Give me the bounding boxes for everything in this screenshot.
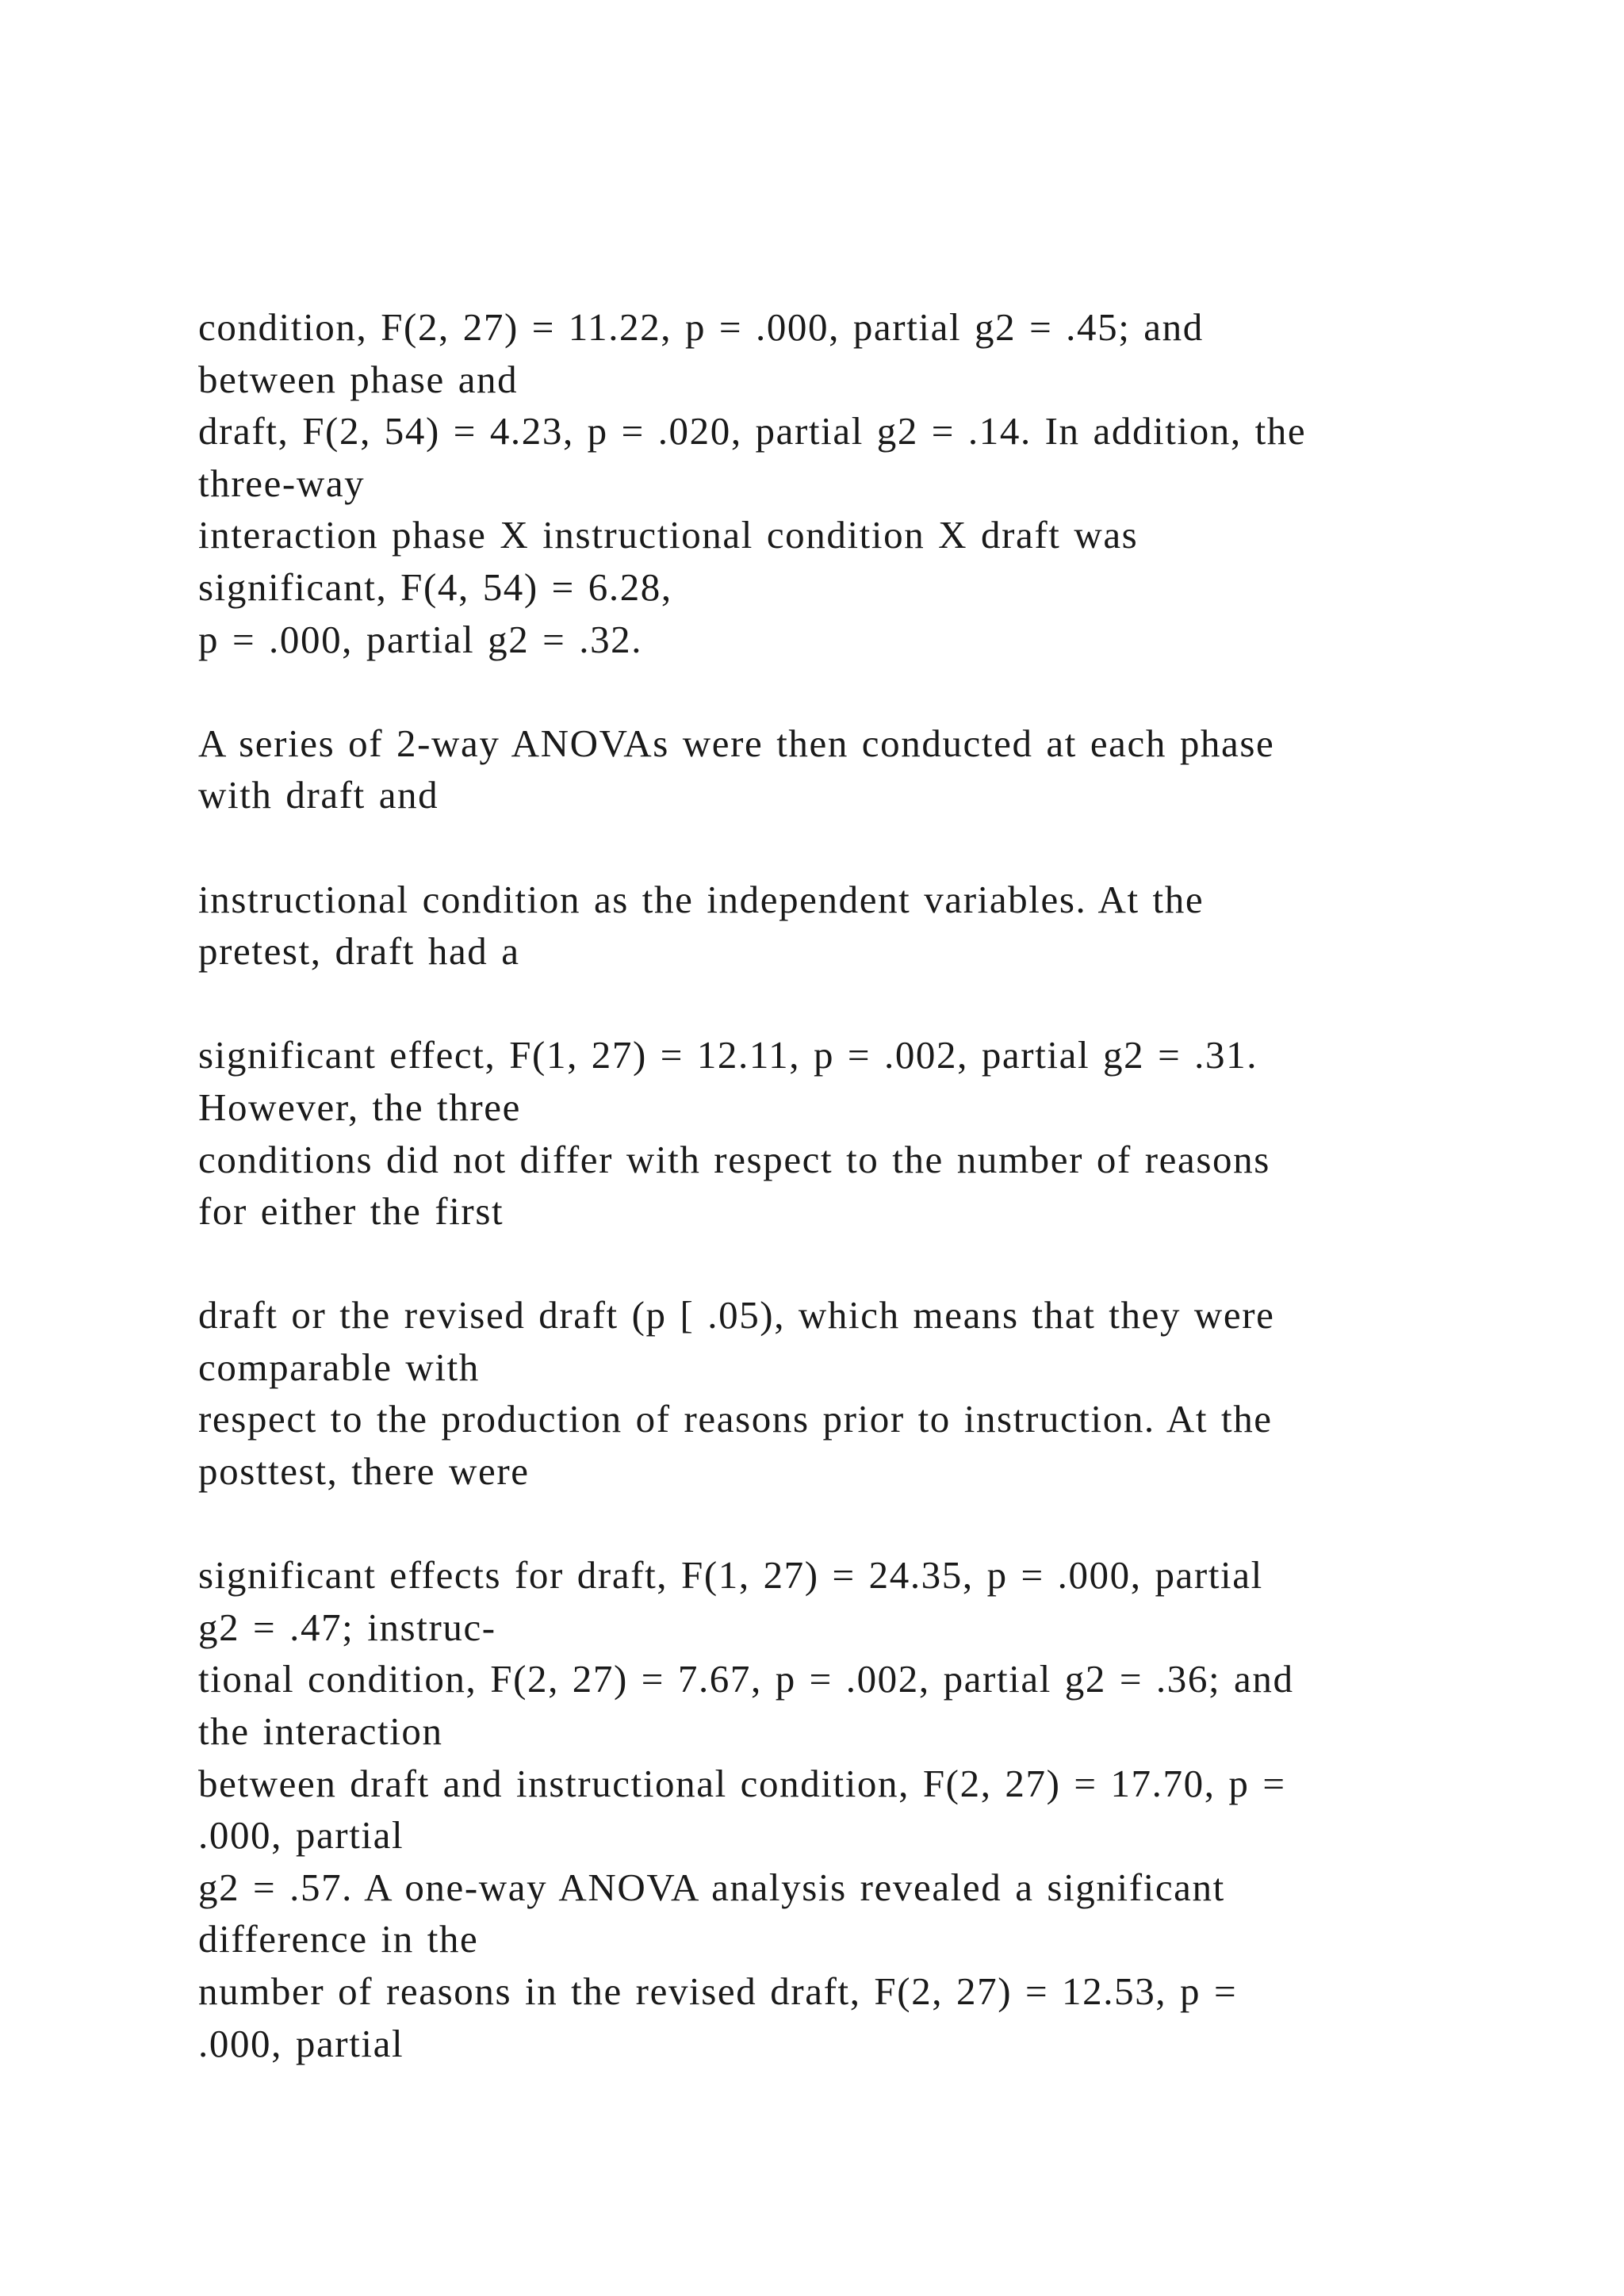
text-line: .000, partial — [198, 2021, 404, 2065]
text-line: tional condition, F(2, 27) = 7.67, p = .002, partial g2 = .36; and — [198, 1657, 1294, 1701]
paragraph-gap — [198, 821, 1507, 874]
body-text — [198, 301, 1507, 2069]
text-line: However, the three — [198, 1085, 521, 1129]
text-line: respect to the production of reasons prior to instruction. At the — [198, 1397, 1273, 1441]
text-line: g2 = .47; instruc- — [198, 1605, 496, 1649]
paragraph-gap — [198, 1498, 1507, 1550]
text-line: posttest, there were — [198, 1449, 530, 1494]
text-line: difference in the — [198, 1917, 479, 1961]
text-line: p = .000, partial g2 = .32. — [198, 617, 643, 661]
text-line: A series of 2-way ANOVAs were then conducted at each phase — [198, 721, 1275, 765]
text-line: comparable with — [198, 1345, 480, 1389]
text-line: g2 = .57. A one-way ANOVA analysis revealed a significant — [198, 1865, 1225, 1909]
text-line: condition, F(2, 27) = 11.22, p = .000, partial g2 = .45; and — [198, 305, 1204, 349]
text-line: conditions did not differ with respect to the number of reasons — [198, 1137, 1270, 1181]
paragraph-gap — [198, 665, 1507, 718]
text-line: significant effect, F(1, 27) = 12.11, p = .002, partial g2 = .31. — [198, 1033, 1258, 1077]
text-line: significant effects for draft, F(1, 27) = 24.35, p = .000, partial — [198, 1553, 1263, 1598]
text-line: significant, F(4, 54) = 6.28, — [198, 564, 672, 609]
text-line: .000, partial — [198, 1813, 404, 1858]
text-line: interaction phase X instructional condition X draft was — [198, 513, 1139, 557]
text-line: between draft and instructional condition, F(2, 27) = 17.70, p = — [198, 1761, 1286, 1805]
text-line: number of reasons in the revised draft, F(2, 27) = 12.53, p = — [198, 1969, 1238, 2013]
paragraph-gap — [198, 978, 1507, 1030]
text-line: three-way — [198, 461, 366, 505]
text-line: instructional condition as the independent variables. At the — [198, 877, 1205, 921]
text-line: the interaction — [198, 1709, 443, 1754]
text-line: between phase and — [198, 357, 519, 401]
paragraph-gap — [198, 1238, 1507, 1290]
text-line: pretest, draft had a — [198, 929, 520, 974]
text-line: draft or the revised draft (p [ .05), which means that they were — [198, 1293, 1275, 1337]
text-line: with draft and — [198, 773, 439, 817]
text-line: draft, F(2, 54) = 4.23, p = .020, partial g2 = .14. In addition, the — [198, 409, 1307, 453]
text-line: for either the first — [198, 1189, 504, 1234]
